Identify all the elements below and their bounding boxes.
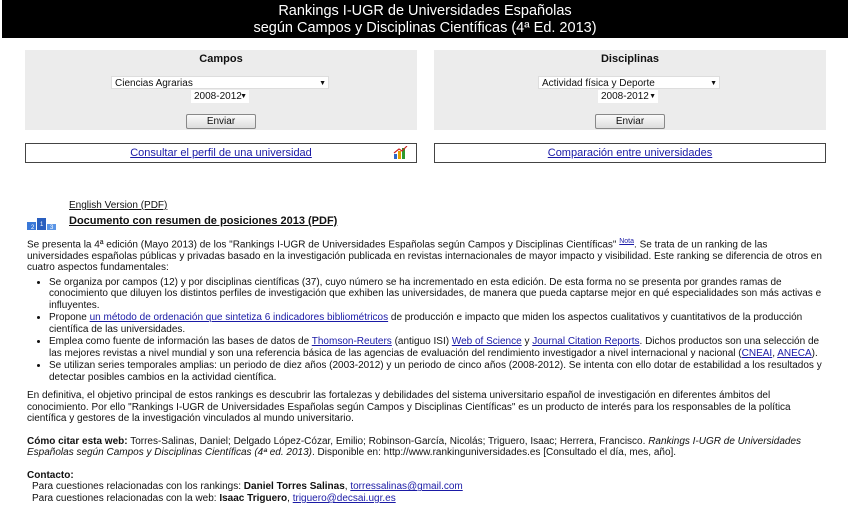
bullet-text: ). [811,347,818,359]
chevron-down-icon: ▼ [319,80,326,87]
bullet-text: y [521,336,533,348]
campos-period-select[interactable] [191,90,249,103]
contacto-section: Contacto: Para cuestiones relacionadas con los rankings: Daniel Torres Salinas, torressalinas@gmail.com Para cuestiones relacionadas con la web: Isaac Triguero, triguero@decsai.ugr.es [27,469,463,504]
nota-link[interactable]: Nota [619,238,635,245]
bullet-text: (antiguo ISI) [391,336,452,348]
perfil-universidad-box [25,143,417,163]
disciplinas-period-value: 2008-2012 [601,91,649,102]
campos-submit-button[interactable]: Enviar [186,114,256,129]
citar-title: Rankings I-UGR de Universidades Españolas según Campos y Disciplinas Científicas (4ª ed. 2013) [27,435,802,459]
svg-text:1: 1 [40,222,44,228]
contacto-name: Isaac Triguero [219,492,288,504]
svg-text:3: 3 [50,225,54,230]
email-link-web[interactable]: triguero@decsai.ugr.es [292,492,396,504]
email-link-rankings[interactable]: torressalinas@gmail.com [350,481,463,493]
contacto-text: Para cuestiones relacionadas con los rankings: [32,481,244,493]
disciplinas-field-value: Actividad física y Deporte [542,78,655,89]
campos-period-value: 2008-2012 [194,91,242,102]
web-of-science-link[interactable]: Web of Science [451,336,522,348]
campos-field-select[interactable] [111,76,329,89]
citar-rest: . Disponible en: http://www.rankinguniversidades.es [Consultado el día, mes, año]. [311,447,677,459]
list-item [49,312,827,335]
contacto-name: Daniel Torres Salinas [243,481,345,493]
svg-text:2: 2 [31,225,35,230]
main-content [27,200,827,504]
comparacion-box [434,143,826,163]
list-item [49,360,827,383]
comparacion-link[interactable]: Comparación entre universidades [547,147,713,159]
thomson-reuters-link[interactable]: Thomson-Reuters [311,336,392,348]
aneca-link[interactable]: ANECA [777,347,812,359]
contacto-label: Contacto: [27,469,74,481]
jcr-link[interactable]: Journal Citation Reports [532,336,640,348]
header-title-line1: Rankings I-UGR de Universidades Españolas [278,3,572,19]
list-item [49,336,827,359]
campos-panel [25,50,417,130]
chevron-down-icon: ▼ [240,93,247,100]
list-item [49,277,827,312]
page-header [2,0,848,38]
bar-chart-icon [393,146,408,160]
bullet-text: Emplea como fuente de información las bases de datos de [49,336,312,348]
english-version-link[interactable]: English Version (PDF) [69,200,168,211]
chevron-down-icon: ▼ [710,80,717,87]
contacto-text: Para cuestiones relacionadas con la web: [32,492,220,504]
features-list [27,277,827,384]
bullet-text: de producción e impacto que miden los aspectos cualitativos y cuantitativos de la producción científica de las universidades. [49,312,803,335]
bullet-text: Se organiza por campos (12) y por disciplinas científicas (37), cuyo número se ha incrementado en esta edición. De esta forma no se presenta por grandes ramas de conocimiento que diluyen los distintos perfiles de investigación que exhiben las universidades, de manera que pueda captarse mejor en qué especialidades son más activas e influyentes. [49,276,822,311]
header-title-line2: según Campos y Disciplinas Científicas (4ª Ed. 2013) [253,20,597,36]
intro-paragraph [27,235,827,274]
bullet-text: . Dichos productos son una selección de las mejores revistas a nivel mundial y son una referencia básica de las agencias de evaluación del rendimiento investigador a nivel internacional y nacional ( [49,336,820,359]
bullet-text: Propone [49,312,90,324]
perfil-universidad-link[interactable]: Consultar el perfil de una universidad [130,147,312,159]
bullet-text: , [772,347,778,359]
metodo-link[interactable]: un método de ordenación que sintetiza 6 indicadores bibliométricos [89,312,389,324]
citar-paragraph [27,436,827,459]
citar-authors: Torres-Salinas, Daniel; Delgado López-Cózar, Emilio; Robinson-García, Nicolás; Triguero, Isaac; Herrera, Francisco. [127,435,649,447]
campos-title: Campos [199,53,243,65]
disciplinas-title: Disciplinas [600,53,660,65]
documento-resumen-link[interactable]: Documento con resumen de posiciones 2013 (PDF) [69,215,338,227]
chevron-down-icon: ▼ [649,93,656,100]
disciplinas-panel [434,50,826,130]
bullet-text: Se utilizan series temporales amplias: un periodo de diez años (2003-2012) y un periodo de cinco años (2008-2012). Se intenta con ello dotar de estabilidad a los resultados y detectar posibles cambios en la actividad científica. [49,360,822,383]
disciplinas-period-select[interactable] [598,90,658,103]
intro-text: Se presenta la 4ª edición (Mayo 2013) de los "Rankings I-UGR de Universidades Españolas según Campos y Disciplinas Científicas" [27,239,617,251]
podium-icon [27,216,57,230]
disciplinas-submit-button[interactable]: Enviar [595,114,665,129]
intro-text-rest: . Se trata de un ranking de las universidades españolas públicas y privadas basado en la investigación publicada en revistas internacionales de mayor impacto y visibilidad. Este ranking se diferencia de otros en cuatro aspectos fundamentales: [27,239,822,274]
conclusion-paragraph: En definitiva, el objetivo principal de estos rankings es descubrir las fortalezas y debilidades del sistema universitario español de investigación en diferentes ámbitos del conocimiento. Por ello "Rankings I-UGR de Universidades Españolas según Campos y Disciplinas Científicas" es un producto de interés para los responsables de la política científica y gestores de la investigación vinculados al mundo universitario. [27,390,791,425]
disciplinas-field-select[interactable] [538,76,720,89]
campos-field-value: Ciencias Agrarias [115,78,193,89]
citar-label: Cómo citar esta web: [27,435,128,447]
cneai-link[interactable]: CNEAI [741,347,773,359]
